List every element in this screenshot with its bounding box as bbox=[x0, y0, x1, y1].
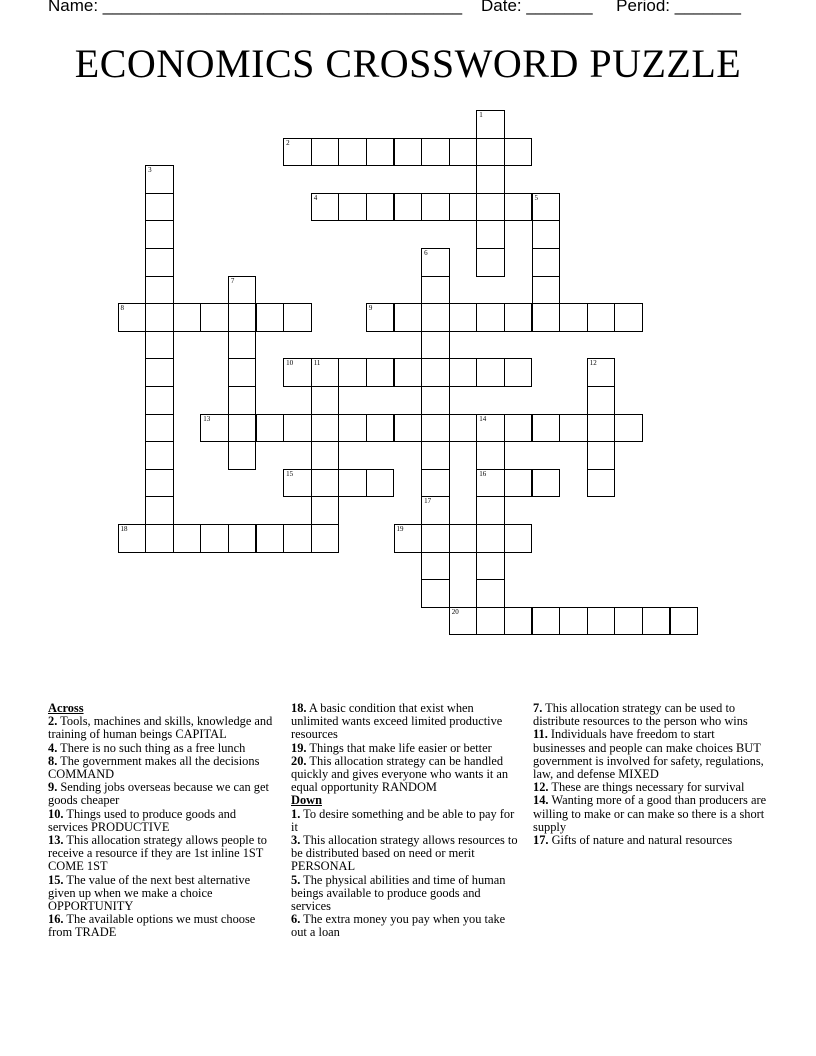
down-clue bbox=[291, 834, 523, 874]
clue-text: The available options we must choose from TRADE bbox=[48, 912, 256, 940]
grid-cell[interactable] bbox=[421, 386, 450, 415]
grid-cell[interactable] bbox=[670, 607, 699, 636]
grid-cell[interactable] bbox=[283, 414, 312, 443]
grid-cell[interactable] bbox=[394, 138, 423, 167]
grid-cell[interactable] bbox=[311, 414, 340, 443]
clue-text: Tools, machines and skills, knowledge and training of human beings CAPITAL bbox=[48, 714, 273, 742]
page-title: ECONOMICS CROSSWORD PUZZLE bbox=[74, 41, 742, 86]
grid-cell[interactable] bbox=[366, 358, 395, 387]
clue-number-label: 10 bbox=[286, 359, 294, 368]
grid-cell[interactable] bbox=[366, 138, 395, 167]
clue-number-label: 14 bbox=[479, 414, 487, 423]
grid-cell[interactable] bbox=[614, 414, 643, 443]
grid-cell[interactable] bbox=[421, 303, 450, 332]
grid-cell[interactable] bbox=[145, 276, 174, 305]
clue-number-label: 12 bbox=[589, 359, 597, 368]
grid-cell[interactable] bbox=[642, 607, 671, 636]
down-clue bbox=[533, 794, 768, 834]
grid-cell[interactable] bbox=[421, 524, 450, 553]
clue-text: This allocation strategy can be handled quickly and gives everyone who wants it an equal opportunity RANDOM bbox=[291, 753, 509, 795]
grid-cell[interactable] bbox=[587, 358, 616, 387]
clue-number: 12. bbox=[533, 780, 549, 795]
grid-cell[interactable] bbox=[476, 469, 505, 498]
grid-cell[interactable] bbox=[145, 220, 174, 249]
grid-cell[interactable] bbox=[421, 552, 450, 581]
grid-cell[interactable] bbox=[559, 607, 588, 636]
grid-cell[interactable] bbox=[200, 414, 229, 443]
grid-cell[interactable] bbox=[145, 524, 174, 553]
grid-cell[interactable] bbox=[476, 552, 505, 581]
clue-number: 6. bbox=[291, 912, 301, 927]
grid-cell[interactable] bbox=[559, 303, 588, 332]
clue-number-label: 11 bbox=[313, 359, 321, 368]
grid-cell[interactable] bbox=[228, 358, 257, 387]
grid-cell[interactable] bbox=[283, 358, 312, 387]
grid-cell[interactable] bbox=[476, 138, 505, 167]
down-clue bbox=[533, 728, 768, 781]
grid-cell[interactable] bbox=[256, 414, 285, 443]
grid-cell[interactable] bbox=[587, 441, 616, 470]
across-clue bbox=[48, 874, 278, 914]
clue-number: 19. bbox=[291, 740, 307, 755]
grid-cell[interactable] bbox=[394, 414, 423, 443]
grid-cell[interactable] bbox=[421, 414, 450, 443]
grid-cell[interactable] bbox=[449, 138, 478, 167]
grid-cell[interactable] bbox=[504, 469, 533, 498]
clue-number-label: 18 bbox=[120, 525, 128, 533]
grid-cell[interactable] bbox=[311, 524, 340, 553]
grid-cell[interactable] bbox=[421, 248, 450, 277]
clue-number: 8. bbox=[48, 753, 58, 768]
down-clue bbox=[533, 834, 768, 847]
clue-column-3 bbox=[533, 702, 768, 847]
clue-text: The government makes all the decisions COMMAND bbox=[48, 753, 260, 782]
grid-cell[interactable] bbox=[449, 414, 478, 443]
clue-number: 16. bbox=[48, 912, 64, 927]
clue-number: 2. bbox=[48, 714, 58, 729]
grid-cell[interactable] bbox=[145, 386, 174, 415]
grid-cell[interactable] bbox=[532, 193, 561, 222]
clue-text: Things that make life easier or better bbox=[306, 740, 492, 755]
across-clue bbox=[48, 913, 278, 939]
grid-cell[interactable] bbox=[421, 138, 450, 167]
clue-number-label: 16 bbox=[479, 469, 487, 478]
grid-cell[interactable] bbox=[118, 524, 147, 553]
clue-number: 18. bbox=[291, 701, 307, 715]
grid-cell[interactable] bbox=[449, 303, 478, 332]
grid-cell[interactable] bbox=[394, 524, 423, 553]
grid-cell[interactable] bbox=[421, 579, 450, 608]
grid-cell[interactable] bbox=[421, 358, 450, 387]
grid-cell[interactable] bbox=[421, 441, 450, 470]
grid-cell[interactable] bbox=[145, 496, 174, 525]
grid-cell[interactable] bbox=[421, 193, 450, 222]
clue-text: The extra money you pay when you take out a loan bbox=[291, 912, 506, 940]
grid-cell[interactable] bbox=[145, 358, 174, 387]
clue-number: 9. bbox=[48, 780, 58, 795]
grid-cell[interactable] bbox=[476, 524, 505, 553]
grid-cell[interactable] bbox=[256, 303, 285, 332]
grid-cell[interactable] bbox=[118, 303, 147, 332]
grid-cell[interactable] bbox=[311, 496, 340, 525]
grid-cell[interactable] bbox=[394, 358, 423, 387]
grid-cell[interactable] bbox=[532, 414, 561, 443]
grid-cell[interactable] bbox=[283, 138, 312, 167]
grid-cell[interactable] bbox=[256, 524, 285, 553]
clue-number: 4. bbox=[48, 740, 58, 755]
grid-cell[interactable] bbox=[587, 303, 616, 332]
grid-cell[interactable] bbox=[504, 303, 533, 332]
grid-cell[interactable] bbox=[145, 165, 174, 194]
grid-cell[interactable] bbox=[614, 607, 643, 636]
grid-cell[interactable] bbox=[476, 248, 505, 277]
clue-number-label: 13 bbox=[203, 414, 211, 423]
grid-cell[interactable] bbox=[532, 469, 561, 498]
clue-text: The physical abilities and time of human beings available to produce goods and services bbox=[291, 872, 506, 914]
grid-cell[interactable] bbox=[532, 607, 561, 636]
grid-cell[interactable] bbox=[338, 193, 367, 222]
grid-cell[interactable] bbox=[228, 386, 257, 415]
clue-number: 13. bbox=[48, 833, 64, 848]
grid-cell[interactable] bbox=[338, 138, 367, 167]
grid-cell[interactable] bbox=[283, 303, 312, 332]
grid-cell[interactable] bbox=[228, 441, 257, 470]
clue-number: 10. bbox=[48, 806, 64, 821]
clue-text: Gifts of nature and natural resources bbox=[548, 833, 733, 848]
down-heading: Down bbox=[291, 793, 322, 808]
grid-cell[interactable] bbox=[587, 414, 616, 443]
grid-cell[interactable] bbox=[200, 303, 229, 332]
grid-cell[interactable] bbox=[532, 248, 561, 277]
grid-cell[interactable] bbox=[145, 414, 174, 443]
grid-cell[interactable] bbox=[587, 607, 616, 636]
grid-cell[interactable] bbox=[173, 524, 202, 553]
across-clue bbox=[48, 834, 278, 874]
grid-cell[interactable] bbox=[504, 524, 533, 553]
grid-cell[interactable] bbox=[145, 331, 174, 360]
across-heading: Across bbox=[48, 701, 84, 715]
grid-cell[interactable] bbox=[476, 220, 505, 249]
grid-cell[interactable] bbox=[504, 414, 533, 443]
grid-cell[interactable] bbox=[476, 358, 505, 387]
across-clue bbox=[291, 755, 523, 795]
grid-cell[interactable] bbox=[145, 303, 174, 332]
grid-cell[interactable] bbox=[614, 303, 643, 332]
grid-cell[interactable] bbox=[421, 276, 450, 305]
date-label: Date: _______ bbox=[480, 0, 593, 15]
clue-number-label: 8 bbox=[120, 304, 124, 313]
clue-number: 5. bbox=[291, 872, 301, 887]
clue-number-label: 17 bbox=[424, 497, 432, 506]
clue-column-1 bbox=[48, 702, 278, 940]
clue-number-label: 6 bbox=[424, 249, 428, 257]
grid-cell[interactable] bbox=[338, 414, 367, 443]
grid-cell[interactable] bbox=[311, 138, 340, 167]
clue-number-label: 15 bbox=[286, 469, 294, 478]
clue-text: There is no such thing as a free lunch bbox=[57, 740, 246, 755]
grid-cell[interactable] bbox=[145, 248, 174, 277]
across-clue bbox=[48, 715, 278, 741]
clue-number: 3. bbox=[291, 833, 301, 848]
grid-cell[interactable] bbox=[476, 607, 505, 636]
grid-cell[interactable] bbox=[311, 193, 340, 222]
clue-number-label: 3 bbox=[148, 166, 152, 175]
grid-cell[interactable] bbox=[559, 414, 588, 443]
grid-cell[interactable] bbox=[449, 607, 478, 636]
grid-cell[interactable] bbox=[421, 496, 450, 525]
grid-cell[interactable] bbox=[504, 193, 533, 222]
clue-text: These are things necessary for survival bbox=[548, 780, 745, 795]
grid-cell[interactable] bbox=[283, 469, 312, 498]
grid-cell[interactable] bbox=[449, 358, 478, 387]
grid-cell[interactable] bbox=[228, 524, 257, 553]
grid-cell[interactable] bbox=[421, 331, 450, 360]
name-label: Name: ______________________________________ bbox=[48, 0, 463, 15]
grid-cell[interactable] bbox=[449, 524, 478, 553]
across-clue bbox=[48, 755, 278, 781]
grid-cell[interactable] bbox=[228, 414, 257, 443]
grid-cell[interactable] bbox=[504, 607, 533, 636]
clue-text: The value of the next best alternative given up when we make a choice OPPORTUNITY bbox=[48, 872, 251, 914]
grid-cell[interactable] bbox=[311, 441, 340, 470]
grid-cell[interactable] bbox=[504, 138, 533, 167]
grid-cell[interactable] bbox=[366, 469, 395, 498]
grid-cell[interactable] bbox=[476, 110, 505, 139]
clue-number: 7. bbox=[533, 701, 543, 715]
down-clue bbox=[533, 702, 768, 728]
period-label: Period: _______ bbox=[616, 0, 741, 15]
grid-cell[interactable] bbox=[311, 358, 340, 387]
clue-number: 14. bbox=[533, 793, 549, 808]
clue-number-label: 7 bbox=[230, 276, 235, 285]
grid-cell[interactable] bbox=[311, 469, 340, 498]
grid-cell[interactable] bbox=[145, 469, 174, 498]
clue-number: 11. bbox=[533, 727, 548, 742]
grid-cell[interactable] bbox=[228, 331, 257, 360]
across-clue bbox=[48, 808, 278, 834]
clue-text: This allocation strategy allows resources to be distributed based on need or merit PERSONAL bbox=[291, 833, 518, 874]
grid-cell[interactable] bbox=[394, 303, 423, 332]
grid-cell[interactable] bbox=[476, 414, 505, 443]
grid-cell[interactable] bbox=[476, 193, 505, 222]
clue-number: 17. bbox=[533, 833, 549, 848]
grid-cell[interactable] bbox=[283, 524, 312, 553]
clue-number-label: 5 bbox=[534, 193, 538, 202]
grid-cell[interactable] bbox=[476, 165, 505, 194]
grid-cell[interactable] bbox=[173, 303, 202, 332]
across-clue bbox=[291, 702, 523, 742]
clue-text: Individuals have freedom to start businesses and people can make choices BUT government is involved for safety, regulations, law, and defense MIXED bbox=[533, 727, 764, 782]
grid-cell[interactable] bbox=[228, 276, 257, 305]
grid-cell[interactable] bbox=[476, 579, 505, 608]
down-clue bbox=[291, 808, 523, 834]
grid-cell[interactable] bbox=[476, 441, 505, 470]
grid-cell[interactable] bbox=[532, 303, 561, 332]
grid-cell[interactable] bbox=[449, 193, 478, 222]
grid-cell[interactable] bbox=[338, 358, 367, 387]
down-clue bbox=[291, 874, 523, 914]
clue-text: Things used to produce goods and services PRODUCTIVE bbox=[48, 806, 237, 834]
grid-cell[interactable] bbox=[532, 276, 561, 305]
grid-cell[interactable] bbox=[366, 414, 395, 443]
clue-column-2 bbox=[291, 702, 523, 940]
clue-number-label: 4 bbox=[313, 193, 318, 202]
grid-cell[interactable] bbox=[476, 303, 505, 332]
clue-text: To desire something and be able to pay for it bbox=[291, 806, 515, 834]
down-clue bbox=[291, 913, 523, 939]
clue-number-label: 19 bbox=[396, 525, 404, 533]
clue-number-label: 9 bbox=[368, 304, 373, 313]
grid-cell[interactable] bbox=[421, 469, 450, 498]
grid-cell[interactable] bbox=[532, 220, 561, 249]
grid-cell[interactable] bbox=[200, 524, 229, 553]
clue-number-label: 2 bbox=[286, 138, 290, 147]
clue-number: 15. bbox=[48, 872, 64, 887]
clue-text: Wanting more of a good than producers are willing to make or can make so there is a short supply bbox=[533, 793, 767, 834]
clue-text: Sending jobs overseas because we can get goods cheaper bbox=[48, 780, 269, 808]
clue-text: This allocation strategy allows people to receive a resource if they are 1st inline 1ST COME 1ST bbox=[48, 833, 267, 874]
grid-cell[interactable] bbox=[366, 303, 395, 332]
grid-cell[interactable] bbox=[587, 469, 616, 498]
clue-number-label: 1 bbox=[479, 111, 483, 119]
grid-cell[interactable] bbox=[366, 193, 395, 222]
clue-number-label: 20 bbox=[451, 607, 459, 616]
grid-cell[interactable] bbox=[228, 303, 257, 332]
grid-cell[interactable] bbox=[145, 441, 174, 470]
grid-cell[interactable] bbox=[587, 386, 616, 415]
clue-number: 1. bbox=[291, 806, 301, 821]
clue-text: A basic condition that exist when unlimited wants exceed limited productive resources bbox=[291, 701, 503, 742]
grid-cell[interactable] bbox=[476, 496, 505, 525]
across-clue bbox=[48, 781, 278, 807]
clue-text: This allocation strategy can be used to distribute resources to the person who wins bbox=[533, 701, 748, 729]
grid-cell[interactable] bbox=[311, 386, 340, 415]
clue-number: 20. bbox=[291, 753, 307, 768]
grid-cell[interactable] bbox=[504, 358, 533, 387]
grid-cell[interactable] bbox=[145, 193, 174, 222]
grid-cell[interactable] bbox=[394, 193, 423, 222]
grid-cell[interactable] bbox=[338, 469, 367, 498]
